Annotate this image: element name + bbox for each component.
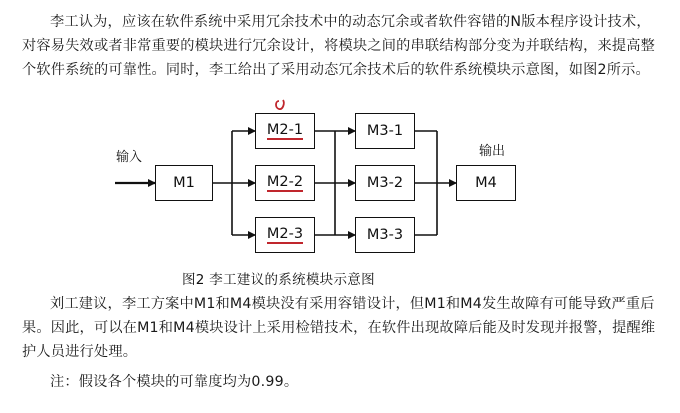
module-m4 xyxy=(456,165,516,201)
module-m2-2 xyxy=(255,165,315,201)
module-m3-2 xyxy=(355,165,415,201)
module-m3-2-label: M3-2 xyxy=(366,175,404,191)
red-handwritten-mark xyxy=(276,100,284,109)
module-m2-1 xyxy=(255,113,315,149)
diagram-connectors xyxy=(0,95,680,290)
module-m3-1 xyxy=(355,113,415,149)
module-m2-3-label: M2-3 xyxy=(266,226,304,242)
output-label: 输出 xyxy=(479,144,506,159)
module-m2-3 xyxy=(255,217,315,253)
module-m2-1-label: M2-1 xyxy=(266,122,304,138)
module-m3-3 xyxy=(355,217,415,253)
module-m1 xyxy=(155,165,213,201)
system-module-diagram xyxy=(0,95,680,290)
paragraph-liu-suggestion: 刘工建议，李工方案中M1和M4模块没有采用容错设计，但M1和M4发生故障有可能导致严重后果。因此，可以在M1和M4模块设计上采用检错技术，在软件出现故障后能及时发现并报警，提醒维护人员进行处理。 xyxy=(22,296,656,360)
module-m4-label: M4 xyxy=(475,175,497,191)
paragraph-note: 注：假设各个模块的可靠度均为0.99。 xyxy=(50,374,299,390)
figure-caption: 图2 李工建议的系统模块示意图 xyxy=(182,272,375,288)
paragraph-li-proposal: 李工认为，应该在软件系统中采用冗余技术中的动态冗余或者软件容错的N版本程序设计技术，对容易失效或者非常重要的模块进行冗余设计，将模块之间的串联结构部分变为并联结构，来提高整个软件系统的可靠性。同时，李工给出了采用动态冗余技术后的软件系统模块示意图，如图2所示。 xyxy=(22,14,656,78)
module-m1-label: M1 xyxy=(173,175,195,191)
module-m2-2-label: M2-2 xyxy=(266,174,304,190)
module-m3-1-label: M3-1 xyxy=(366,123,404,139)
input-label: 输入 xyxy=(116,150,143,165)
module-m3-3-label: M3-3 xyxy=(366,227,404,243)
